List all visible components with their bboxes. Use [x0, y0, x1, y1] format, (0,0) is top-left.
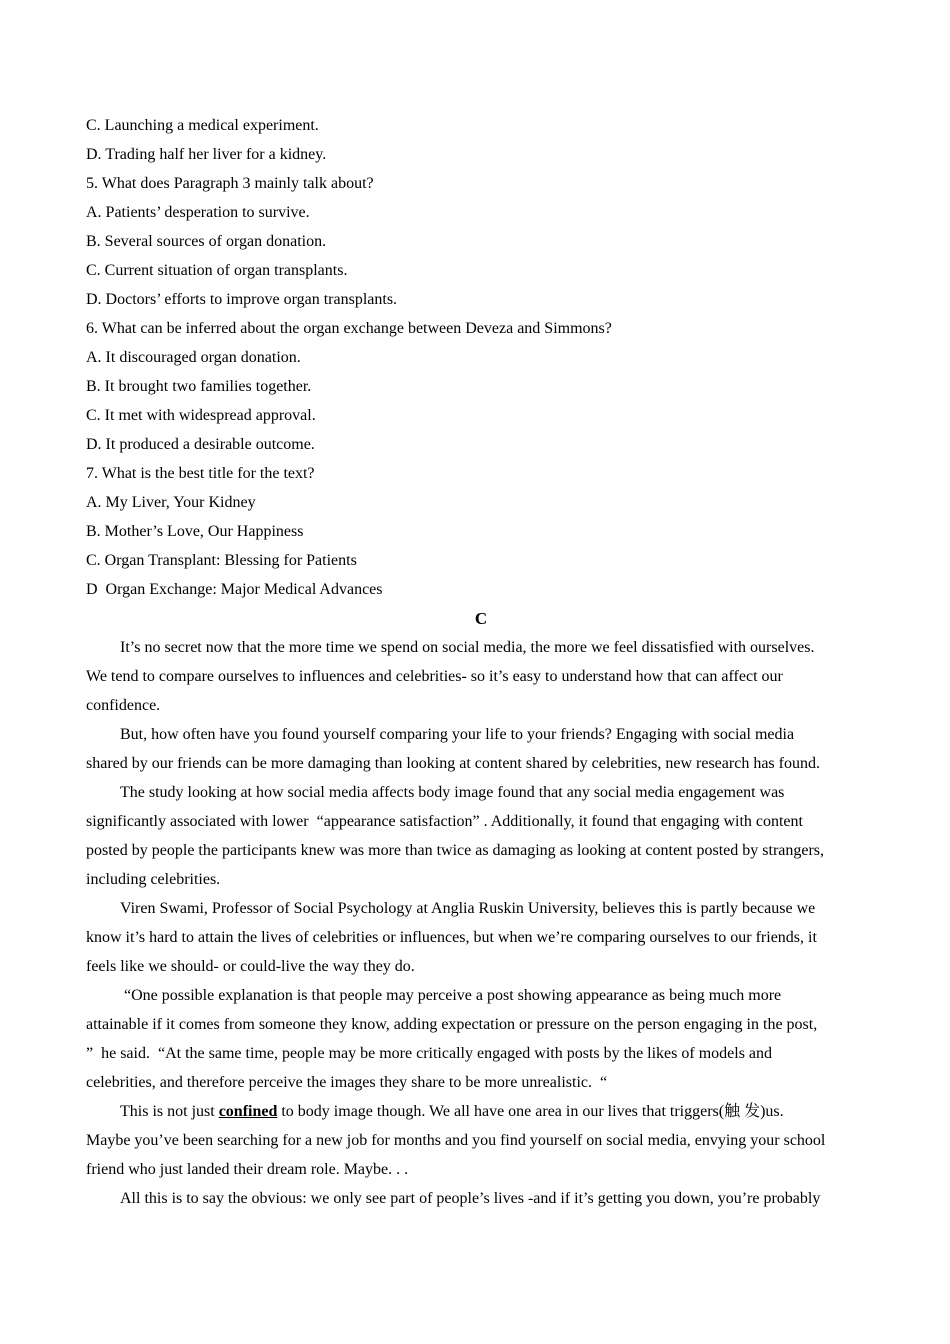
passage-line: “One possible explanation is that people may perceive a post showing appearance as being much more — [120, 987, 782, 1004]
question-line: A. Patients’ desperation to survive. — [86, 204, 310, 221]
question-line: 6. What can be inferred about the organ exchange between Deveza and Simmons? — [86, 320, 612, 337]
passage-line: But, how often have you found yourself comparing your life to your friends? Engaging with social media — [120, 726, 795, 743]
passage-line: feels like we should- or could-live the way they do. — [86, 958, 415, 975]
question-line: B. Several sources of organ donation. — [86, 233, 327, 250]
question-line: C. It met with widespread approval. — [86, 407, 316, 424]
text-span: to body image though. We all have one area in our lives that triggers(触 发)us. — [277, 1103, 784, 1120]
question-line: B. It brought two families together. — [86, 378, 312, 395]
passage-line: significantly associated with lower “appearance satisfaction” . Additionally, it found that engaging with content — [86, 813, 803, 830]
passage-line: friend who just landed their dream role. Maybe. . . — [86, 1161, 409, 1178]
question-line: D. It produced a desirable outcome. — [86, 436, 315, 453]
question-line: A. It discouraged organ donation. — [86, 349, 301, 366]
question-line: D. Doctors’ efforts to improve organ transplants. — [86, 291, 398, 308]
passage-line: All this is to say the obvious: we only see part of people’s lives -and if it’s getting you down, you’re probably — [120, 1190, 821, 1207]
question-line: 5. What does Paragraph 3 mainly talk about? — [86, 175, 374, 192]
passage-line: know it’s hard to attain the lives of celebrities or influences, but when we’re comparing ourselves to our friends, it — [86, 929, 817, 946]
section-heading: C — [474, 609, 488, 628]
document-body — [86, 111, 876, 1213]
question-line: D. Trading half her liver for a kidney. — [86, 146, 327, 163]
passage-line: The study looking at how social media affects body image found that any social media engagement was — [120, 784, 785, 801]
passage-line: confidence. — [86, 697, 161, 714]
passage-line: attainable if it comes from someone they know, adding expectation or pressure on the person engaging in the post, — [86, 1016, 818, 1033]
passage-line: shared by our friends can be more damaging than looking at content shared by celebrities, new research has found. — [86, 755, 820, 772]
question-line: B. Mother’s Love, Our Happiness — [86, 523, 304, 540]
passage-line — [86, 1097, 876, 1126]
question-line: C. Current situation of organ transplants. — [86, 262, 348, 279]
passage-line: Viren Swami, Professor of Social Psychology at Anglia Ruskin University, believes this is partly because we — [120, 900, 816, 917]
passage-line: posted by people the participants knew was more than twice as damaging as looking at content posted by strangers, — [86, 842, 825, 859]
question-line: D Organ Exchange: Major Medical Advances — [86, 581, 383, 598]
passage-line: It’s no secret now that the more time we spend on social media, the more we feel dissatisfied with ourselves. — [120, 639, 815, 656]
question-line: C. Organ Transplant: Blessing for Patients — [86, 552, 357, 569]
passage-line: Maybe you’ve been searching for a new job for months and you find yourself on social media, envying your school — [86, 1132, 826, 1149]
question-line: 7. What is the best title for the text? — [86, 465, 315, 482]
question-line: C. Launching a medical experiment. — [86, 117, 319, 134]
passage-line: celebrities, and therefore perceive the images they share to be more unrealistic. “ — [86, 1074, 608, 1091]
question-line: A. My Liver, Your Kidney — [86, 494, 256, 511]
passage-line: ” he said. “At the same time, people may be more critically engaged with posts by the likes of models and — [86, 1045, 773, 1062]
passage-line: including celebrities. — [86, 871, 221, 888]
underlined-keyword: confined — [218, 1103, 278, 1120]
text-span: This is not just — [120, 1103, 219, 1120]
passage-line: We tend to compare ourselves to influences and celebrities- so it’s easy to understand how that can affect our — [86, 668, 783, 685]
